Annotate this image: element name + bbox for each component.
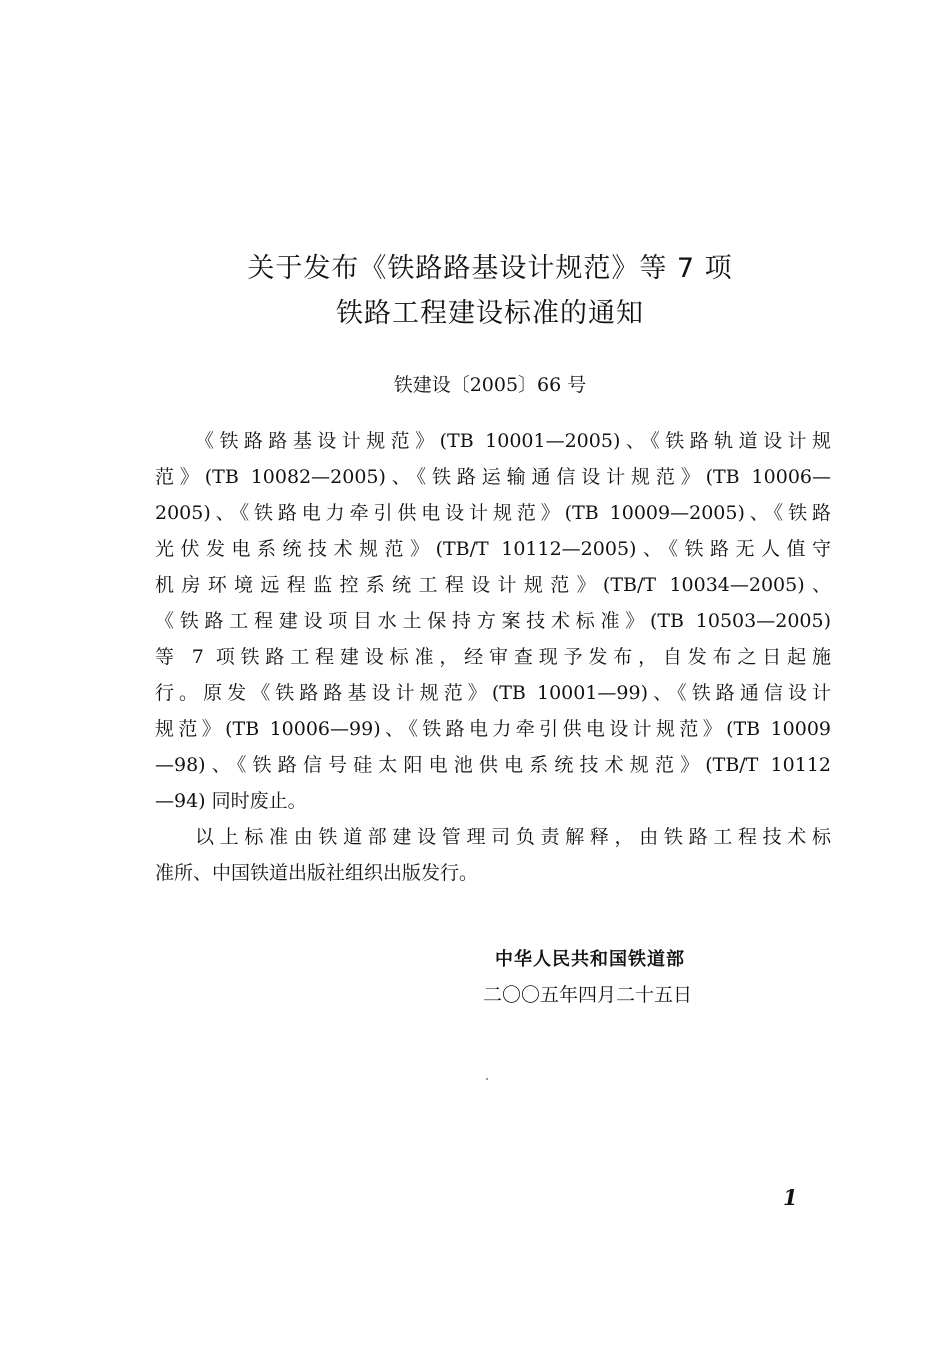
notice-title-line-2: 铁路工程建设标准的通知 <box>336 298 644 329</box>
paragraph-1-line: 规范》(TB 10006—99)、《铁路电力牵引供电设计规范》(TB 10009 <box>155 718 831 740</box>
page-number: 1 <box>783 1185 798 1210</box>
paragraph-1-line: 2005)、《铁路电力牵引供电设计规范》(TB 10009—2005)、《铁路 <box>155 502 831 524</box>
paragraph-1-line: 机房环境远程监控系统工程设计规范》(TB/T 10034—2005)、 <box>155 574 831 596</box>
paragraph-1-line: 范》(TB 10082—2005)、《铁路运输通信设计规范》(TB 10006— <box>155 466 831 488</box>
paragraph-1-line: 《铁路工程建设项目水土保持方案技术标准》(TB 10503—2005) <box>155 610 831 632</box>
scan-speck <box>486 1078 488 1080</box>
paragraph-2-line: 以上标准由铁道部建设管理司负责解释，由铁路工程技术标 <box>195 826 831 848</box>
paragraph-1-line: 《铁路路基设计规范》(TB 10001—2005)、《铁路轨道设计规 <box>195 430 831 452</box>
paragraph-1-line: —94) 同时废止。 <box>155 790 307 812</box>
notice-title-line-1: 关于发布《铁路路基设计规范》等 7 项 <box>247 253 733 284</box>
signature-organization: 中华人民共和国铁道部 <box>495 949 685 970</box>
paragraph-2-line: 准所、中国铁道出版社组织出版发行。 <box>155 862 479 884</box>
paragraph-1-line: 行。原发《铁路路基设计规范》(TB 10001—99)、《铁路通信设计 <box>155 682 831 704</box>
paragraph-1-line: 光伏发电系统技术规范》(TB/T 10112—2005)、《铁路无人值守 <box>155 538 831 560</box>
document-number: 铁建设〔2005〕66 号 <box>393 374 587 396</box>
paragraph-1-line: 等 7 项铁路工程建设标准，经审查现予发布，自发布之日起施 <box>155 646 831 668</box>
signature-date: 二〇〇五年四月二十五日 <box>483 984 693 1006</box>
paragraph-1-line: —98)、《铁路信号硅太阳电池供电系统技术规范》(TB/T 10112 <box>155 754 831 776</box>
